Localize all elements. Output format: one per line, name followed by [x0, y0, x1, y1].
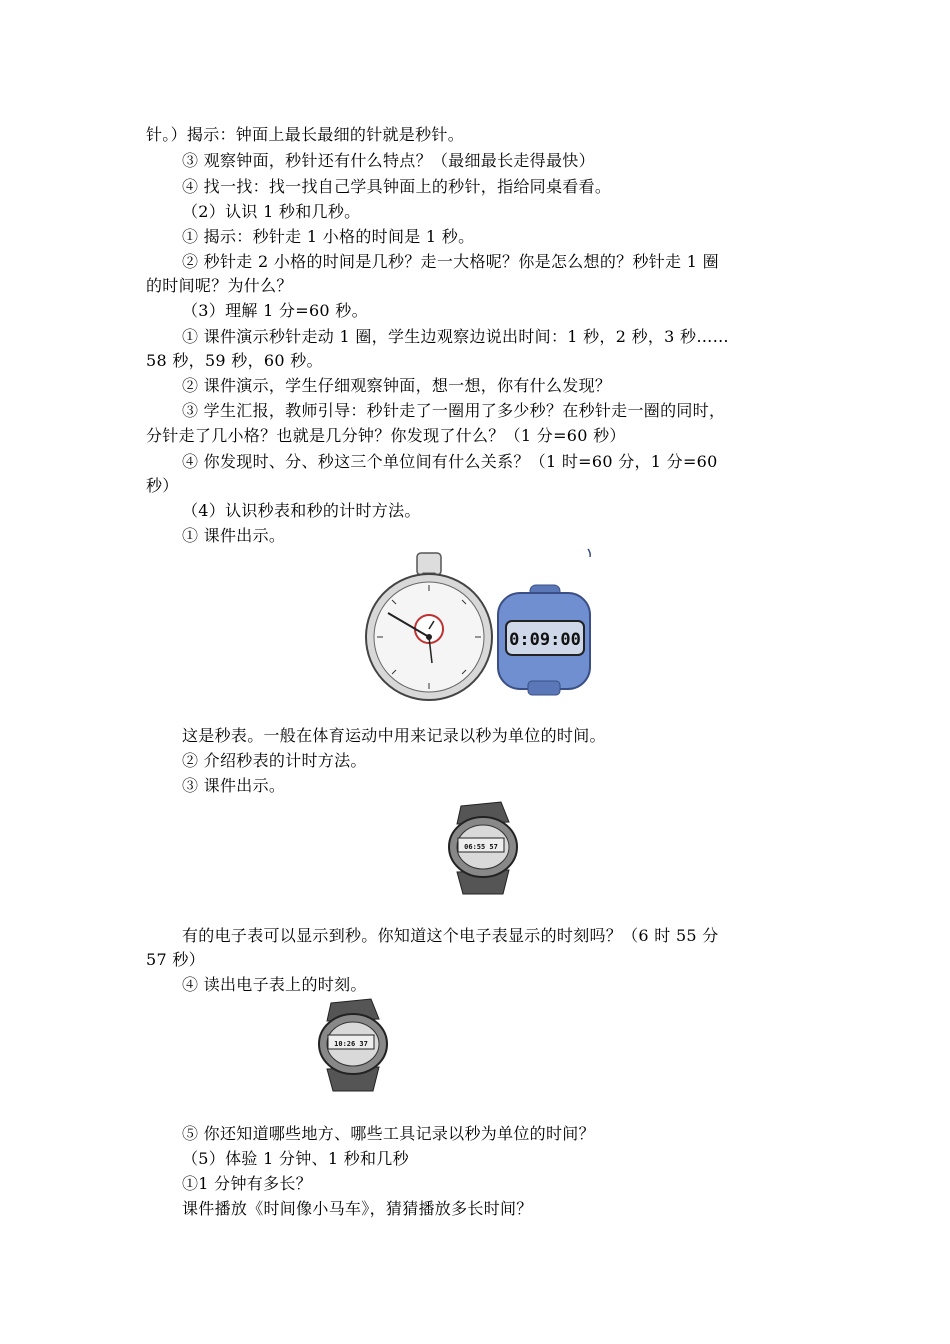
text-line: （3）理解 1 分=60 秒。 [182, 301, 368, 320]
watch-display: 06:55 57 [464, 843, 498, 851]
text-line: ① 课件演示秒针走动 1 圈，学生边观察边说出时间：1 秒，2 秒，3 秒…… [182, 327, 729, 346]
watch-figure-1 [443, 800, 523, 895]
text-line: ④ 找一找：找一找自己学具钟面上的秒针，指给同桌看看。 [182, 177, 612, 196]
text-line: ④ 你发现时、分、秒这三个单位间有什么关系？（1 时=60 分，1 分=60 [182, 452, 718, 471]
text-line: 58 秒，59 秒，60 秒。 [146, 351, 323, 370]
mark-icon [588, 549, 590, 557]
text-line: ③ 观察钟面，秒针还有什么特点？（最细最长走得最快） [182, 151, 595, 170]
text-line: ① 揭示：秒针走 1 小格的时间是 1 秒。 [182, 227, 475, 246]
text-line: ①1 分钟有多长？ [182, 1174, 312, 1193]
text-line: ③ 课件出示。 [182, 776, 286, 795]
watch-display: 10:26 37 [334, 1040, 368, 1048]
stopwatch-figure [360, 545, 600, 705]
digital-stopwatch-display: 0:09:00 [509, 630, 581, 650]
text-line: 57 秒） [146, 950, 205, 969]
text-line: ⑤ 你还知道哪些地方、哪些工具记录以秒为单位的时间？ [182, 1124, 595, 1143]
text-line: 的时间呢？为什么？ [146, 276, 293, 295]
text-line: （4）认识秒表和秒的计时方法。 [182, 501, 421, 520]
text-line: 有的电子表可以显示到秒。你知道这个电子表显示的时刻吗？（6 时 55 分 [182, 926, 719, 945]
watch-figure-2 [313, 997, 393, 1092]
text-line: 课件播放《时间像小马车》，猜猜播放多长时间？ [182, 1199, 533, 1218]
text-line: ② 课件演示，学生仔细观察钟面，想一想，你有什么发现？ [182, 376, 612, 395]
text-line: 分针走了几小格？也就是几分钟？你发现了什么？（1 分=60 秒） [146, 426, 626, 445]
text-line: 针。）揭示：钟面上最长最细的针就是秒针。 [146, 125, 465, 144]
analog-stopwatch-icon [366, 553, 492, 700]
text-line: ② 秒针走 2 小格的时间是几秒？走一大格呢？你是怎么想的？秒针走 1 圈 [182, 252, 719, 271]
text-line: 这是秒表。一般在体育运动中用来记录以秒为单位的时间。 [182, 726, 606, 745]
text-line: （5）体验 1 分钟、1 秒和几秒 [182, 1149, 409, 1168]
text-line: ③ 学生汇报，教师引导：秒针走了一圈用了多少秒？在秒针走一圈的同时， [182, 401, 726, 420]
text-line: （2）认识 1 秒和几秒。 [182, 202, 361, 221]
text-line: ④ 读出电子表上的时刻。 [182, 975, 367, 994]
text-line: 秒） [146, 476, 179, 495]
text-line: ① 课件出示。 [182, 526, 286, 545]
text-line: ② 介绍秒表的计时方法。 [182, 751, 367, 770]
